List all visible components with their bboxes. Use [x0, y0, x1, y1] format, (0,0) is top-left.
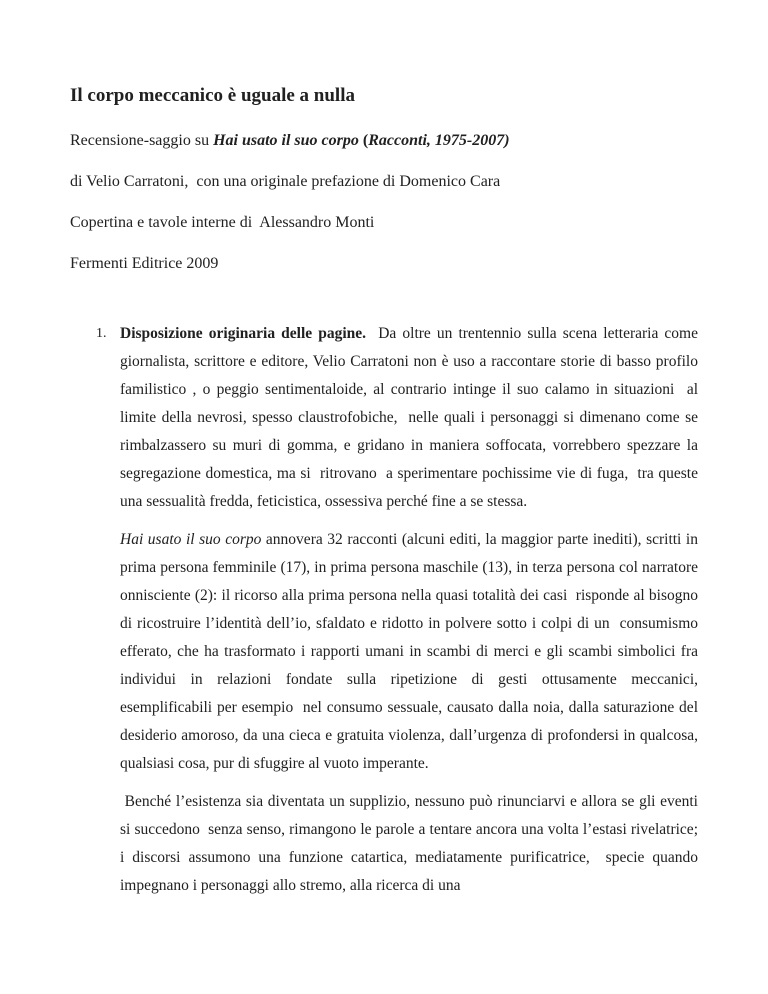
paragraph-1-heading: Disposizione originaria delle pagine.: [120, 325, 367, 342]
list-item-number: 1.: [96, 326, 107, 341]
body-text-block: [70, 320, 706, 900]
paragraph-1: [120, 320, 706, 516]
credits-line: Copertina e tavole interne di Alessandro Monti: [70, 214, 375, 231]
paragraph-2: [120, 526, 706, 778]
paragraph-1-body: Da oltre un trentennio sulla scena letteraria come giornalista, scrittore e editore, Velio Carratoni non è uso a raccontare storie di basso profilo familistico , o peggio sentimentaloide, al contrario intinge il suo calamo in situazioni al limite della nevrosi, spesso claustrofobiche, nelle quali i personaggi si dimenano come se rimbalzassero su muri di gomma, e gridano in maniera soffocata, vorrebbero spezzare la segregazione domestica, ma si ritrovano a sperimentare pochissime vie di fuga, tra queste una sessualità fredda, feticistica, ossessiva perché fine a se stessa.: [120, 325, 706, 510]
subtitle-work-subtitle: Racconti, 1975-2007): [368, 132, 510, 149]
subtitle-prefix: Recensione-saggio su: [70, 132, 214, 149]
paragraph-2-body: annovera 32 racconti (alcuni editi, la maggior parte inediti), scritti in prima persona femminile (17), in prima persona maschile (13), in terza persona col narratore onnisciente (2): il ricorso alla prima persona nella quasi totalità dei casi risponde al bisogno di ricostruire l’identità dell’io, sfaldato e ridotto in polvere sotto i colpi di un consumismo efferato, che ha trasformato i rapporti umani in scambi di merci e gli scambi simbolici fra individui in relazioni fondate sulla ripetizione di gesti ottusamente meccanici, esemplificabili per esempio nel consumo sessuale, causato dalla noia, dalla saturazione del desiderio amoroso, da una cieca e gratuita violenza, dall’urgenza di profondersi in qualcosa, qualsiasi cosa, pur di sfuggire al vuoto imperante.: [120, 531, 706, 772]
subtitle-paren: (: [362, 132, 369, 149]
byline: di Velio Carratoni, con una originale prefazione di Domenico Cara: [70, 173, 501, 190]
paragraph-2-work-title: Hai usato il suo corpo: [120, 531, 262, 548]
subtitle-work-title: Hai usato il suo corpo: [213, 132, 363, 149]
subtitle-line: [70, 129, 698, 153]
page-title: Il corpo meccanico è uguale a nulla: [70, 85, 355, 106]
paragraph-3: Benché l’esistenza sia diventata un supplizio, nessuno può rinunciarvi e allora se gli eventi si succedono senza senso, rimangono le parole a tentare ancora una volta l’estasi rivelatrice; i discorsi assumono una funzione catartica, mediatamente purificatrice, specie quando impegnano i personaggi allo stremo, alla ricerca di una: [120, 793, 706, 894]
numbered-list-item: [70, 320, 706, 526]
publisher-line: Fermenti Editrice 2009: [70, 255, 219, 272]
